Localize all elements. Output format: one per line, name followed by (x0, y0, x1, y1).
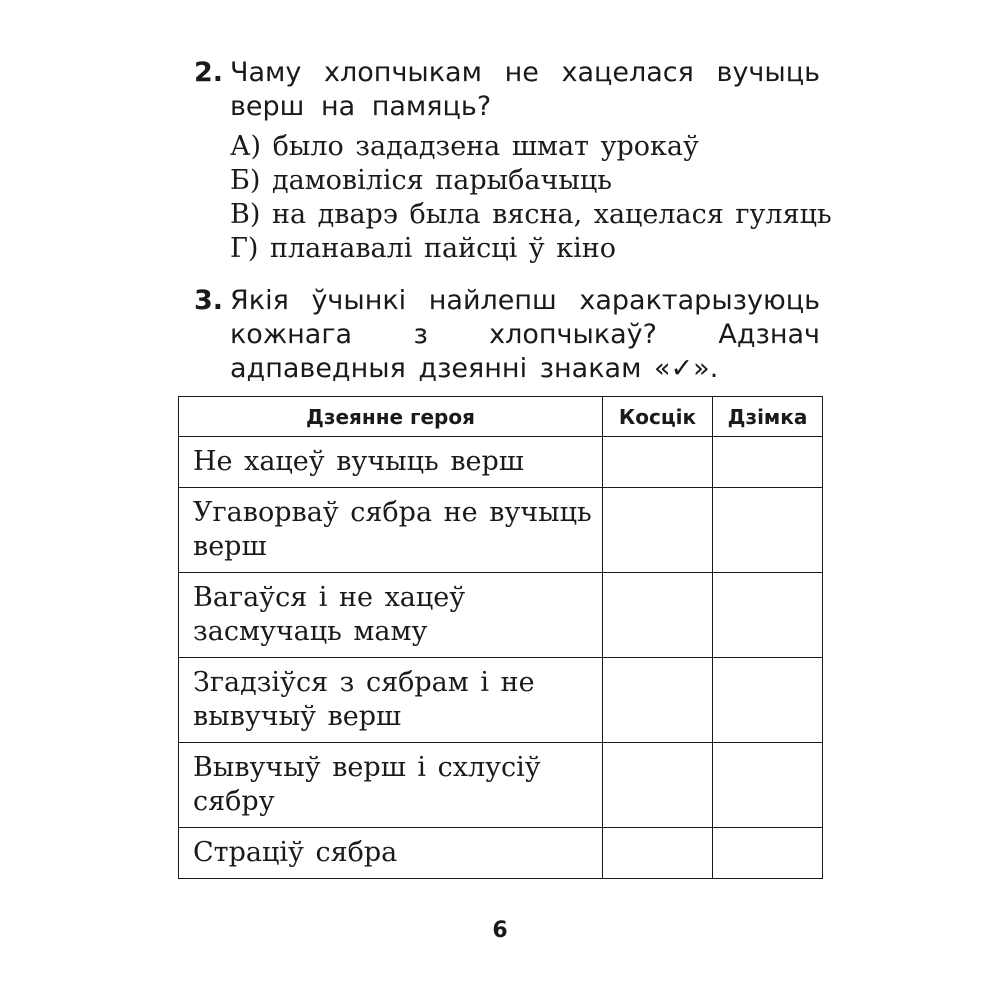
dzimka-checkbox-cell[interactable] (713, 573, 823, 658)
action-cell: Угаворваў сябра не вучыць верш (179, 488, 603, 573)
actions-table (178, 396, 823, 879)
kostsik-checkbox-cell[interactable] (603, 743, 713, 828)
table-header-row (179, 397, 823, 437)
table-row (179, 828, 823, 879)
action-cell: Вагаўся і не хацеў засмучаць маму (179, 573, 603, 658)
answer-option-a: А) было зададзена шмат урокаў (230, 131, 699, 162)
table-row (179, 437, 823, 488)
action-cell: Згадзіўся з сябрам і не вывучыў верш (179, 658, 603, 743)
page-number: 6 (492, 918, 508, 943)
table-row (179, 743, 823, 828)
action-cell: Не хацеў вучыць верш (179, 437, 603, 488)
action-cell: Страціў сябра (179, 828, 603, 879)
answer-option-d: Г) планавалі пайсці ў кіно (230, 233, 617, 264)
table-row (179, 573, 823, 658)
question-3-number: 3. (194, 285, 224, 316)
question-2-text: Чаму хлопчыкам не хацелася вучыць верш на памяць? (230, 57, 820, 122)
kostsik-checkbox-cell[interactable] (603, 828, 713, 879)
action-cell: Вывучыў верш і схлусіў сябру (179, 743, 603, 828)
answer-option-b: Б) дамовіліся парыбачыць (230, 165, 612, 196)
header-kostsik: Косцік (603, 397, 713, 437)
dzimka-checkbox-cell[interactable] (713, 743, 823, 828)
answer-option-c: В) на дварэ была вясна, хацелася гуляць (230, 199, 832, 230)
dzimka-checkbox-cell[interactable] (713, 658, 823, 743)
header-hero-action: Дзеянне героя (179, 397, 603, 437)
question-3 (180, 284, 820, 386)
kostsik-checkbox-cell[interactable] (603, 488, 713, 573)
dzimka-checkbox-cell[interactable] (713, 828, 823, 879)
dzimka-checkbox-cell[interactable] (713, 488, 823, 573)
question-2 (180, 56, 832, 266)
dzimka-checkbox-cell[interactable] (713, 437, 823, 488)
header-dzimka: Дзімка (713, 397, 823, 437)
question-2-options (230, 130, 832, 266)
table-row (179, 658, 823, 743)
question-2-number: 2. (194, 57, 224, 88)
kostsik-checkbox-cell[interactable] (603, 437, 713, 488)
table-row (179, 488, 823, 573)
kostsik-checkbox-cell[interactable] (603, 658, 713, 743)
question-3-text: Якія ўчынкі найлепш характарызуюць кожнага з хлопчыкаў? Адзнач адпаведныя дзеянні знакам «✓». (230, 285, 820, 384)
kostsik-checkbox-cell[interactable] (603, 573, 713, 658)
